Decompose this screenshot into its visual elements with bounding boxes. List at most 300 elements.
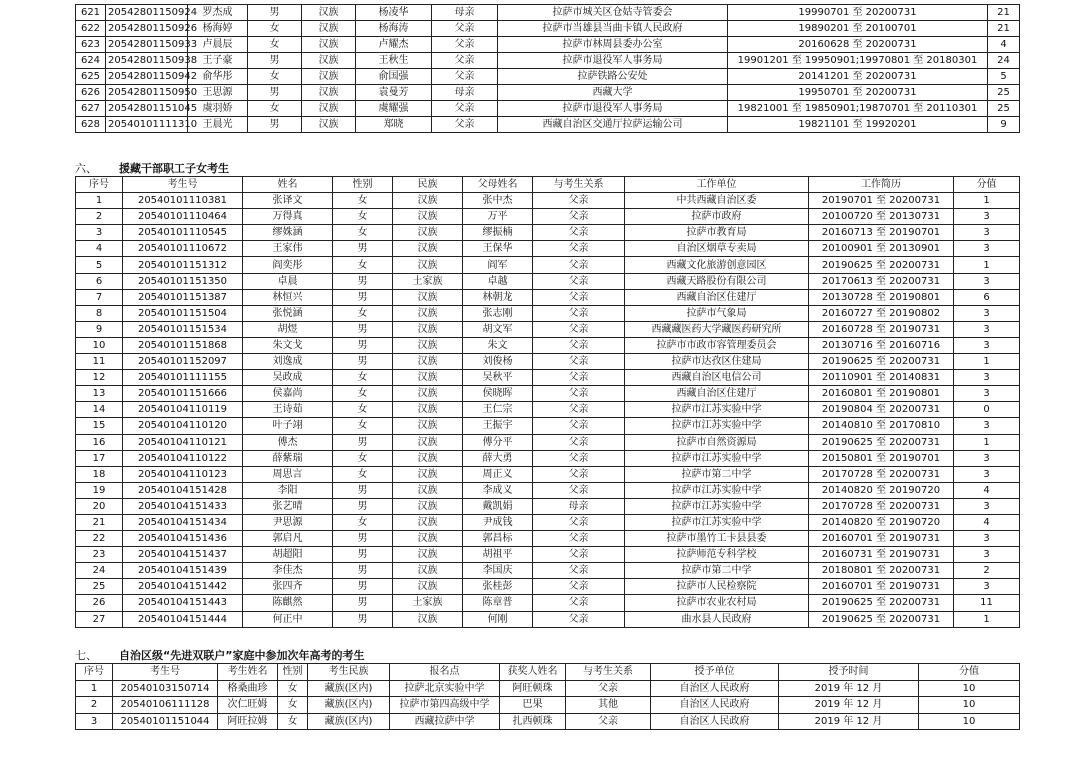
section-6-table-cell: 汉族 bbox=[393, 241, 463, 257]
continued-table-cell: 20542801150938 bbox=[106, 53, 188, 69]
section-7-table-row bbox=[76, 680, 1020, 697]
continued-table-cell: 20542801150924 bbox=[106, 5, 188, 21]
section-6-table-cell: 父亲 bbox=[533, 402, 625, 418]
section-7-table-cell: 2 bbox=[76, 697, 113, 714]
section-6-table-cell: 父亲 bbox=[533, 370, 625, 386]
continued-table-cell: 624 bbox=[76, 53, 106, 69]
section-6-table-cell: 张桂彭 bbox=[463, 579, 533, 595]
section7-header-cell: 获奖人姓名 bbox=[500, 664, 566, 681]
section-6-table-cell: 2 bbox=[954, 563, 1020, 579]
section-6-table-cell: 18 bbox=[76, 466, 123, 482]
section-6-table-cell: 20150801 至 20190701 bbox=[809, 450, 954, 466]
continued-table-cell: 杨海涛 bbox=[356, 21, 432, 37]
section7-header-cell: 考生民族 bbox=[308, 664, 390, 681]
continued-table-cell: 袁曼芳 bbox=[356, 85, 432, 101]
section-7-table-cell: 3 bbox=[76, 713, 113, 730]
section-6-table-cell: 土家族 bbox=[393, 273, 463, 289]
continued-table-cell: 19950701 至 20200731 bbox=[728, 85, 988, 101]
section-6-table-cell: 3 bbox=[954, 498, 1020, 514]
section7-header-cell: 授予单位 bbox=[651, 664, 779, 681]
section-6-table-cell: 3 bbox=[954, 418, 1020, 434]
section-6-table-cell: 胡祖平 bbox=[463, 547, 533, 563]
section-6-table-cell: 拉萨市江苏实验中学 bbox=[625, 482, 809, 498]
section-6-table-cell: 男 bbox=[333, 241, 393, 257]
section-6-table-cell: 20540104110120 bbox=[123, 418, 243, 434]
section-6-table-cell: 父亲 bbox=[533, 289, 625, 305]
section-6-table-cell: 20540104151433 bbox=[123, 498, 243, 514]
section-7-table-cell: 藏族(区内) bbox=[308, 713, 390, 730]
section-6-table-cell: 刘逸成 bbox=[243, 354, 333, 370]
section-6-table-cell: 20160701 至 20190731 bbox=[809, 531, 954, 547]
section-6-table-cell: 拉萨市政府 bbox=[625, 209, 809, 225]
section-6-table-cell: 男 bbox=[333, 531, 393, 547]
section-6-table-cell: 3 bbox=[954, 386, 1020, 402]
section-6-table-cell: 王振宇 bbox=[463, 418, 533, 434]
section-6-table-cell: 12 bbox=[76, 370, 123, 386]
continued-table-row bbox=[76, 69, 1020, 85]
continued-table-cell: 王思源 bbox=[188, 85, 248, 101]
section-6-table-cell: 1 bbox=[954, 611, 1020, 627]
section-6-table-cell: 西藏自治区电信公司 bbox=[625, 370, 809, 386]
continued-table-cell: 父亲 bbox=[432, 37, 498, 53]
section-6-table-cell: 20170728 至 20200731 bbox=[809, 466, 954, 482]
section7-header-cell: 考生号 bbox=[113, 664, 218, 681]
section-7-table-cell: 自治区人民政府 bbox=[651, 697, 779, 714]
section-6-table-row bbox=[76, 482, 1020, 498]
section-7-table-cell: 父亲 bbox=[566, 713, 651, 730]
section-6-table-cell: 阎奕彤 bbox=[243, 257, 333, 273]
section-6-table-cell: 拉萨市江苏实验中学 bbox=[625, 498, 809, 514]
continued-table-cell: 拉萨市当雄县当曲卡镇人民政府 bbox=[498, 21, 728, 37]
section-6-table-cell: 汉族 bbox=[393, 257, 463, 273]
continued-table-row bbox=[76, 37, 1020, 53]
section-7-table-body bbox=[76, 680, 1020, 730]
section-6-table-cell: 男 bbox=[333, 289, 393, 305]
section-6-table-cell: 6 bbox=[954, 289, 1020, 305]
section-6-table-cell: 27 bbox=[76, 611, 123, 627]
section-6-table-cell: 女 bbox=[333, 305, 393, 321]
section-6-table-cell: 林恒兴 bbox=[243, 289, 333, 305]
section-6-table-cell: 女 bbox=[333, 418, 393, 434]
continued-table-cell: 627 bbox=[76, 101, 106, 117]
continued-table-cell: 25 bbox=[988, 85, 1020, 101]
section-6-table-cell: 20540101151312 bbox=[123, 257, 243, 273]
continued-table-cell: 罗杰成 bbox=[188, 5, 248, 21]
section-7-table-cell: 20540103150714 bbox=[113, 680, 218, 697]
section-6-table-cell: 汉族 bbox=[393, 531, 463, 547]
section-6-table-cell: 6 bbox=[76, 273, 123, 289]
section-6-table-cell: 拉萨市自然资源局 bbox=[625, 434, 809, 450]
section-6-table-row bbox=[76, 418, 1020, 434]
section-6-table-cell: 薛紫瑞 bbox=[243, 450, 333, 466]
section-6-table-cell: 张志刚 bbox=[463, 305, 533, 321]
section-6-table-cell: 3 bbox=[954, 579, 1020, 595]
continued-table-cell: 父亲 bbox=[432, 117, 498, 133]
section-6-table-cell: 20170613 至 20200731 bbox=[809, 273, 954, 289]
section-6-table-cell: 20540104110123 bbox=[123, 466, 243, 482]
section-6-number: 六、 bbox=[75, 162, 97, 175]
continued-table-cell: 女 bbox=[248, 69, 302, 85]
section-6-table-cell: 8 bbox=[76, 305, 123, 321]
continued-table-cell: 19901201 至 19950901;19970801 至 20180301 bbox=[728, 53, 988, 69]
section-6-table-cell: 19 bbox=[76, 482, 123, 498]
continued-table-cell: 625 bbox=[76, 69, 106, 85]
section-7-table-cell: 阿旺顿珠 bbox=[500, 680, 566, 697]
section-6-table-cell: 阎军 bbox=[463, 257, 533, 273]
section-6-table-cell: 王保华 bbox=[463, 241, 533, 257]
section-6-table-cell: 20540101151350 bbox=[123, 273, 243, 289]
section-6-table-cell: 汉族 bbox=[393, 402, 463, 418]
continued-table-cell: 王秋生 bbox=[356, 53, 432, 69]
section-7-table-cell: 藏族(区内) bbox=[308, 680, 390, 697]
continued-table-cell: 女 bbox=[248, 37, 302, 53]
continued-table-cell: 20542801151045 bbox=[106, 101, 188, 117]
section-6-table-row bbox=[76, 321, 1020, 337]
section-6-table-cell: 父亲 bbox=[533, 514, 625, 530]
section-6-table-row bbox=[76, 354, 1020, 370]
section-6-table-cell: 20540104151436 bbox=[123, 531, 243, 547]
section-6-table-cell: 陈章普 bbox=[463, 595, 533, 611]
section-6-table-row bbox=[76, 595, 1020, 611]
section-6-table-cell: 母亲 bbox=[533, 498, 625, 514]
section-6-table-cell: 20540101110672 bbox=[123, 241, 243, 257]
continued-table-cell: 628 bbox=[76, 117, 106, 133]
continued-table-cell: 汉族 bbox=[302, 69, 356, 85]
continued-table-cell: 20540101111310 bbox=[106, 117, 188, 133]
section-6-table-cell: 3 bbox=[954, 450, 1020, 466]
continued-table-cell: 626 bbox=[76, 85, 106, 101]
section-6-table-cell: 汉族 bbox=[393, 386, 463, 402]
continued-table-cell: 卢耀杰 bbox=[356, 37, 432, 53]
section-6-table-cell: 20160731 至 20190731 bbox=[809, 547, 954, 563]
continued-table-row bbox=[76, 21, 1020, 37]
section-6-table-cell: 11 bbox=[954, 595, 1020, 611]
section-6-table-cell: 20540104151428 bbox=[123, 482, 243, 498]
section-6-table-cell: 男 bbox=[333, 579, 393, 595]
section-7-table-cell: 10 bbox=[919, 680, 1020, 697]
section-6-table-cell: 汉族 bbox=[393, 547, 463, 563]
section-6-table-cell: 西藏天路股份有限公司 bbox=[625, 273, 809, 289]
continued-table-cell: 21 bbox=[988, 5, 1020, 21]
section-6-table-cell: 1 bbox=[954, 434, 1020, 450]
section-6-table-cell: 汉族 bbox=[393, 193, 463, 209]
section-6-table-cell: 尹成钱 bbox=[463, 514, 533, 530]
section-6-table-cell: 4 bbox=[954, 482, 1020, 498]
continued-table-cell: 俞华彤 bbox=[188, 69, 248, 85]
section-6-table-cell: 20540101111155 bbox=[123, 370, 243, 386]
section-6-table-cell: 西藏文化旅游创意园区 bbox=[625, 257, 809, 273]
section-6-table-cell: 3 bbox=[954, 547, 1020, 563]
section-6-table-cell: 9 bbox=[76, 321, 123, 337]
section6-header-cell: 民族 bbox=[393, 177, 463, 193]
section-6-table-cell: 父亲 bbox=[533, 305, 625, 321]
section-6-table-cell: 男 bbox=[333, 547, 393, 563]
section-6-table-cell: 26 bbox=[76, 595, 123, 611]
section-6-table-row bbox=[76, 402, 1020, 418]
section-6-table-cell: 拉萨市墨竹工卡县县委 bbox=[625, 531, 809, 547]
section-6-table-cell: 1 bbox=[954, 193, 1020, 209]
section-6-table-cell: 男 bbox=[333, 595, 393, 611]
section-6-table-cell: 汉族 bbox=[393, 370, 463, 386]
section-6-table-cell: 拉萨市江苏实验中学 bbox=[625, 450, 809, 466]
section-6-table-cell: 卓越 bbox=[463, 273, 533, 289]
section-6-table-cell: 中共西藏自治区委 bbox=[625, 193, 809, 209]
continued-table-cell: 母亲 bbox=[432, 85, 498, 101]
section-6-table-cell: 父亲 bbox=[533, 225, 625, 241]
section-6-table-cell: 父亲 bbox=[533, 257, 625, 273]
section7-header-cell: 考生姓名 bbox=[218, 664, 278, 681]
section-7-table-cell: 2019 年 12 月 bbox=[779, 697, 919, 714]
section-6-table-cell: 拉萨市第二中学 bbox=[625, 466, 809, 482]
section6-header-cell: 父母姓名 bbox=[463, 177, 533, 193]
section-6-table-row bbox=[76, 370, 1020, 386]
section-6-table-cell: 汉族 bbox=[393, 498, 463, 514]
section-6-table-cell: 20540104110122 bbox=[123, 450, 243, 466]
section-6-table-row bbox=[76, 273, 1020, 289]
section-6-table-cell: 汉族 bbox=[393, 305, 463, 321]
section-6-table-cell: 20190625 至 20200731 bbox=[809, 595, 954, 611]
section-6-table-cell: 傅分平 bbox=[463, 434, 533, 450]
section-6-table-cell: 张艺晴 bbox=[243, 498, 333, 514]
continued-table-cell: 4 bbox=[988, 37, 1020, 53]
section-6-table-cell: 朱文 bbox=[463, 337, 533, 353]
continued-table-cell: 19990701 至 20200731 bbox=[728, 5, 988, 21]
continued-table-cell: 25 bbox=[988, 101, 1020, 117]
continued-table-cell: 俞国强 bbox=[356, 69, 432, 85]
section-6-table-cell: 李阳 bbox=[243, 482, 333, 498]
continued-table-cell: 汉族 bbox=[302, 117, 356, 133]
continued-table-cell: 西藏自治区交通厅拉萨运输公司 bbox=[498, 117, 728, 133]
section6-header-cell: 序号 bbox=[76, 177, 123, 193]
continued-table-cell: 汉族 bbox=[302, 37, 356, 53]
continued-table-cell: 20542801150933 bbox=[106, 37, 188, 53]
section-6-table-cell: 20540104151442 bbox=[123, 579, 243, 595]
section-6-table-cell: 20160801 至 20190801 bbox=[809, 386, 954, 402]
continued-table-cell: 女 bbox=[248, 101, 302, 117]
section-6-table-cell: 李成义 bbox=[463, 482, 533, 498]
section-6-table-row bbox=[76, 386, 1020, 402]
section-6-table-cell: 20160701 至 20190731 bbox=[809, 579, 954, 595]
section-6-table-cell: 自治区烟草专卖局 bbox=[625, 241, 809, 257]
section-6-table-cell: 周思言 bbox=[243, 466, 333, 482]
continued-table-cell: 虞耀强 bbox=[356, 101, 432, 117]
section-6-table-row bbox=[76, 209, 1020, 225]
section-6-table-cell: 3 bbox=[954, 466, 1020, 482]
section-6-table-cell: 女 bbox=[333, 386, 393, 402]
continued-table-cell: 621 bbox=[76, 5, 106, 21]
section-7-table-cell: 20540101151044 bbox=[113, 713, 218, 730]
continued-table-cell: 王晨光 bbox=[188, 117, 248, 133]
continued-table-cell: 男 bbox=[248, 5, 302, 21]
section-6-table-cell: 汉族 bbox=[393, 418, 463, 434]
section-6-table-cell: 侯嘉尚 bbox=[243, 386, 333, 402]
section-6-table-cell: 3 bbox=[954, 273, 1020, 289]
section-6-table-cell: 周正义 bbox=[463, 466, 533, 482]
section-6-table-cell: 尹思源 bbox=[243, 514, 333, 530]
continued-table-cell: 19890201 至 20100701 bbox=[728, 21, 988, 37]
continued-table-row bbox=[76, 53, 1020, 69]
section-6-table-cell: 李佳杰 bbox=[243, 563, 333, 579]
continued-table-cell: 王子豪 bbox=[188, 53, 248, 69]
section-6-table-cell: 西藏自治区住建厅 bbox=[625, 386, 809, 402]
section-6-table-cell: 20540101151387 bbox=[123, 289, 243, 305]
section-6-heading: 援藏干部职工子女考生 bbox=[119, 162, 229, 175]
section-6-table-cell: 父亲 bbox=[533, 193, 625, 209]
section-6-table-cell: 21 bbox=[76, 514, 123, 530]
section-6-table-cell: 4 bbox=[954, 514, 1020, 530]
section-6-table-cell: 男 bbox=[333, 482, 393, 498]
continued-table-cell: 男 bbox=[248, 53, 302, 69]
section-6-table-cell: 汉族 bbox=[393, 579, 463, 595]
continued-table-cell: 9 bbox=[988, 117, 1020, 133]
section-6-table-cell: 王仁宗 bbox=[463, 402, 533, 418]
section-6-table-cell: 父亲 bbox=[533, 579, 625, 595]
continued-table-cell: 20160628 至 20200731 bbox=[728, 37, 988, 53]
section-7-table-cell: 拉萨市第四高级中学 bbox=[390, 697, 500, 714]
section-6-table-cell: 20540104110121 bbox=[123, 434, 243, 450]
section-6-table-cell: 女 bbox=[333, 257, 393, 273]
section-7-table-cell: 1 bbox=[76, 680, 113, 697]
section7-header-cell: 授予时间 bbox=[779, 664, 919, 681]
section-7-table-cell: 女 bbox=[278, 680, 308, 697]
section-6-table-cell: 3 bbox=[954, 337, 1020, 353]
section6-header-cell: 工作简历 bbox=[809, 177, 954, 193]
section-6-table-cell: 何正中 bbox=[243, 611, 333, 627]
section-7-table-cell: 次仁旺姆 bbox=[218, 697, 278, 714]
continued-table-cell: 父亲 bbox=[432, 101, 498, 117]
section-6-table-cell: 1 bbox=[954, 354, 1020, 370]
section-6-table-cell: 0 bbox=[954, 402, 1020, 418]
section-6-table-cell: 20540101110381 bbox=[123, 193, 243, 209]
section-7-table-cell: 10 bbox=[919, 713, 1020, 730]
section-6-table bbox=[75, 176, 1020, 628]
section-6-table-cell: 汉族 bbox=[393, 466, 463, 482]
section-6-table-cell: 男 bbox=[333, 273, 393, 289]
section-6-table-cell: 西藏藏医药大学藏医药研究所 bbox=[625, 321, 809, 337]
section-6-table-cell: 张悦涵 bbox=[243, 305, 333, 321]
section-7-table-row bbox=[76, 713, 1020, 730]
section-6-table-cell: 20140820 至 20190720 bbox=[809, 482, 954, 498]
section-6-table-cell: 20190625 至 20200731 bbox=[809, 434, 954, 450]
section-6-table-cell: 20190625 至 20200731 bbox=[809, 257, 954, 273]
section-6-table-cell: 20540101151534 bbox=[123, 321, 243, 337]
continued-table-cell: 拉萨市退役军人事务局 bbox=[498, 53, 728, 69]
section-6-table-cell: 薛大勇 bbox=[463, 450, 533, 466]
section-6-table-cell: 女 bbox=[333, 514, 393, 530]
section-6-table-cell: 20140810 至 20170810 bbox=[809, 418, 954, 434]
continued-table-cell: 杨海婷 bbox=[188, 21, 248, 37]
section-6-table-row bbox=[76, 514, 1020, 530]
section-6-table-cell: 拉萨市气象局 bbox=[625, 305, 809, 321]
continued-table-cell: 母亲 bbox=[432, 5, 498, 21]
section-6-title bbox=[75, 160, 229, 176]
section-6-table-cell: 汉族 bbox=[393, 563, 463, 579]
section-6-table-cell: 20540104151434 bbox=[123, 514, 243, 530]
continued-table-cell: 汉族 bbox=[302, 5, 356, 21]
continued-table-cell: 汉族 bbox=[302, 101, 356, 117]
section-6-table-cell: 侯晓晖 bbox=[463, 386, 533, 402]
section-6-table-cell: 拉萨师范专科学校 bbox=[625, 547, 809, 563]
section-6-table-cell: 7 bbox=[76, 289, 123, 305]
section-6-table-cell: 汉族 bbox=[393, 209, 463, 225]
section6-header-cell: 性别 bbox=[333, 177, 393, 193]
section-6-table-row bbox=[76, 337, 1020, 353]
continued-table-cell: 拉萨市退役军人事务局 bbox=[498, 101, 728, 117]
section-6-table-cell: 20130728 至 20190801 bbox=[809, 289, 954, 305]
section-6-table-cell: 吴政成 bbox=[243, 370, 333, 386]
section-6-table-cell: 拉萨市江苏实验中学 bbox=[625, 418, 809, 434]
continued-table bbox=[75, 4, 1020, 133]
section-6-table-cell: 3 bbox=[954, 370, 1020, 386]
section-6-table-cell: 父亲 bbox=[533, 354, 625, 370]
section-6-table-cell: 17 bbox=[76, 450, 123, 466]
section-6-table-cell: 父亲 bbox=[533, 337, 625, 353]
section-6-table-cell: 男 bbox=[333, 498, 393, 514]
section-6-table-cell: 万平 bbox=[463, 209, 533, 225]
section-7-table-cell: 父亲 bbox=[566, 680, 651, 697]
section-6-table-cell: 2 bbox=[76, 209, 123, 225]
section-6-table-cell: 20160727 至 20190802 bbox=[809, 305, 954, 321]
section-6-table-cell: 男 bbox=[333, 434, 393, 450]
section-6-table-cell: 汉族 bbox=[393, 434, 463, 450]
section-6-table-cell: 汉族 bbox=[393, 482, 463, 498]
section-6-table-row bbox=[76, 241, 1020, 257]
section7-header-cell: 与考生关系 bbox=[566, 664, 651, 681]
section-6-table-cell: 缪姝涵 bbox=[243, 225, 333, 241]
section-6-table-row bbox=[76, 579, 1020, 595]
continued-table-cell: 男 bbox=[248, 117, 302, 133]
section-7-table-cell: 藏族(区内) bbox=[308, 697, 390, 714]
continued-table-cell: 父亲 bbox=[432, 21, 498, 37]
continued-table-cell: 汉族 bbox=[302, 85, 356, 101]
section-6-table-cell: 父亲 bbox=[533, 547, 625, 563]
section-6-table-row bbox=[76, 289, 1020, 305]
section-6-table-cell: 4 bbox=[76, 241, 123, 257]
section-6-table-cell: 张四齐 bbox=[243, 579, 333, 595]
section-6-table-cell: 20140820 至 20190720 bbox=[809, 514, 954, 530]
section-6-table-cell: 20100720 至 20130731 bbox=[809, 209, 954, 225]
section-6-table-cell: 拉萨市市政市容管理委员会 bbox=[625, 337, 809, 353]
section-6-table-cell: 20540101152097 bbox=[123, 354, 243, 370]
section-6-table-row bbox=[76, 563, 1020, 579]
section-6-table-row bbox=[76, 547, 1020, 563]
section6-header-cell: 考生号 bbox=[123, 177, 243, 193]
continued-table-cell: 虞羽娇 bbox=[188, 101, 248, 117]
section7-header-cell: 性别 bbox=[278, 664, 308, 681]
section6-header-cell: 姓名 bbox=[243, 177, 333, 193]
section-6-table-cell: 西藏自治区住建厅 bbox=[625, 289, 809, 305]
section-6-table-cell: 20160713 至 20190701 bbox=[809, 225, 954, 241]
section-6-table-cell: 20160728 至 20190731 bbox=[809, 321, 954, 337]
section-6-table-cell: 20 bbox=[76, 498, 123, 514]
section-6-table-cell: 3 bbox=[954, 531, 1020, 547]
section-7-table-cell: 自治区人民政府 bbox=[651, 680, 779, 697]
continued-table-row bbox=[76, 101, 1020, 117]
section-6-table-cell: 20110901 至 20140831 bbox=[809, 370, 954, 386]
section-6-table-cell: 20190625 至 20200731 bbox=[809, 354, 954, 370]
section-6-table-cell: 朱文戈 bbox=[243, 337, 333, 353]
section-7-table-cell: 2019 年 12 月 bbox=[779, 713, 919, 730]
section-7-number: 七、 bbox=[75, 649, 97, 662]
section-6-table-row bbox=[76, 305, 1020, 321]
section-6-table-cell: 拉萨市人民检察院 bbox=[625, 579, 809, 595]
section-7-title bbox=[75, 647, 364, 663]
continued-table-cell: 男 bbox=[248, 85, 302, 101]
section-6-table-cell: 汉族 bbox=[393, 225, 463, 241]
section-6-table-row bbox=[76, 450, 1020, 466]
section-6-table-cell: 父亲 bbox=[533, 531, 625, 547]
section-6-table-cell: 3 bbox=[76, 225, 123, 241]
